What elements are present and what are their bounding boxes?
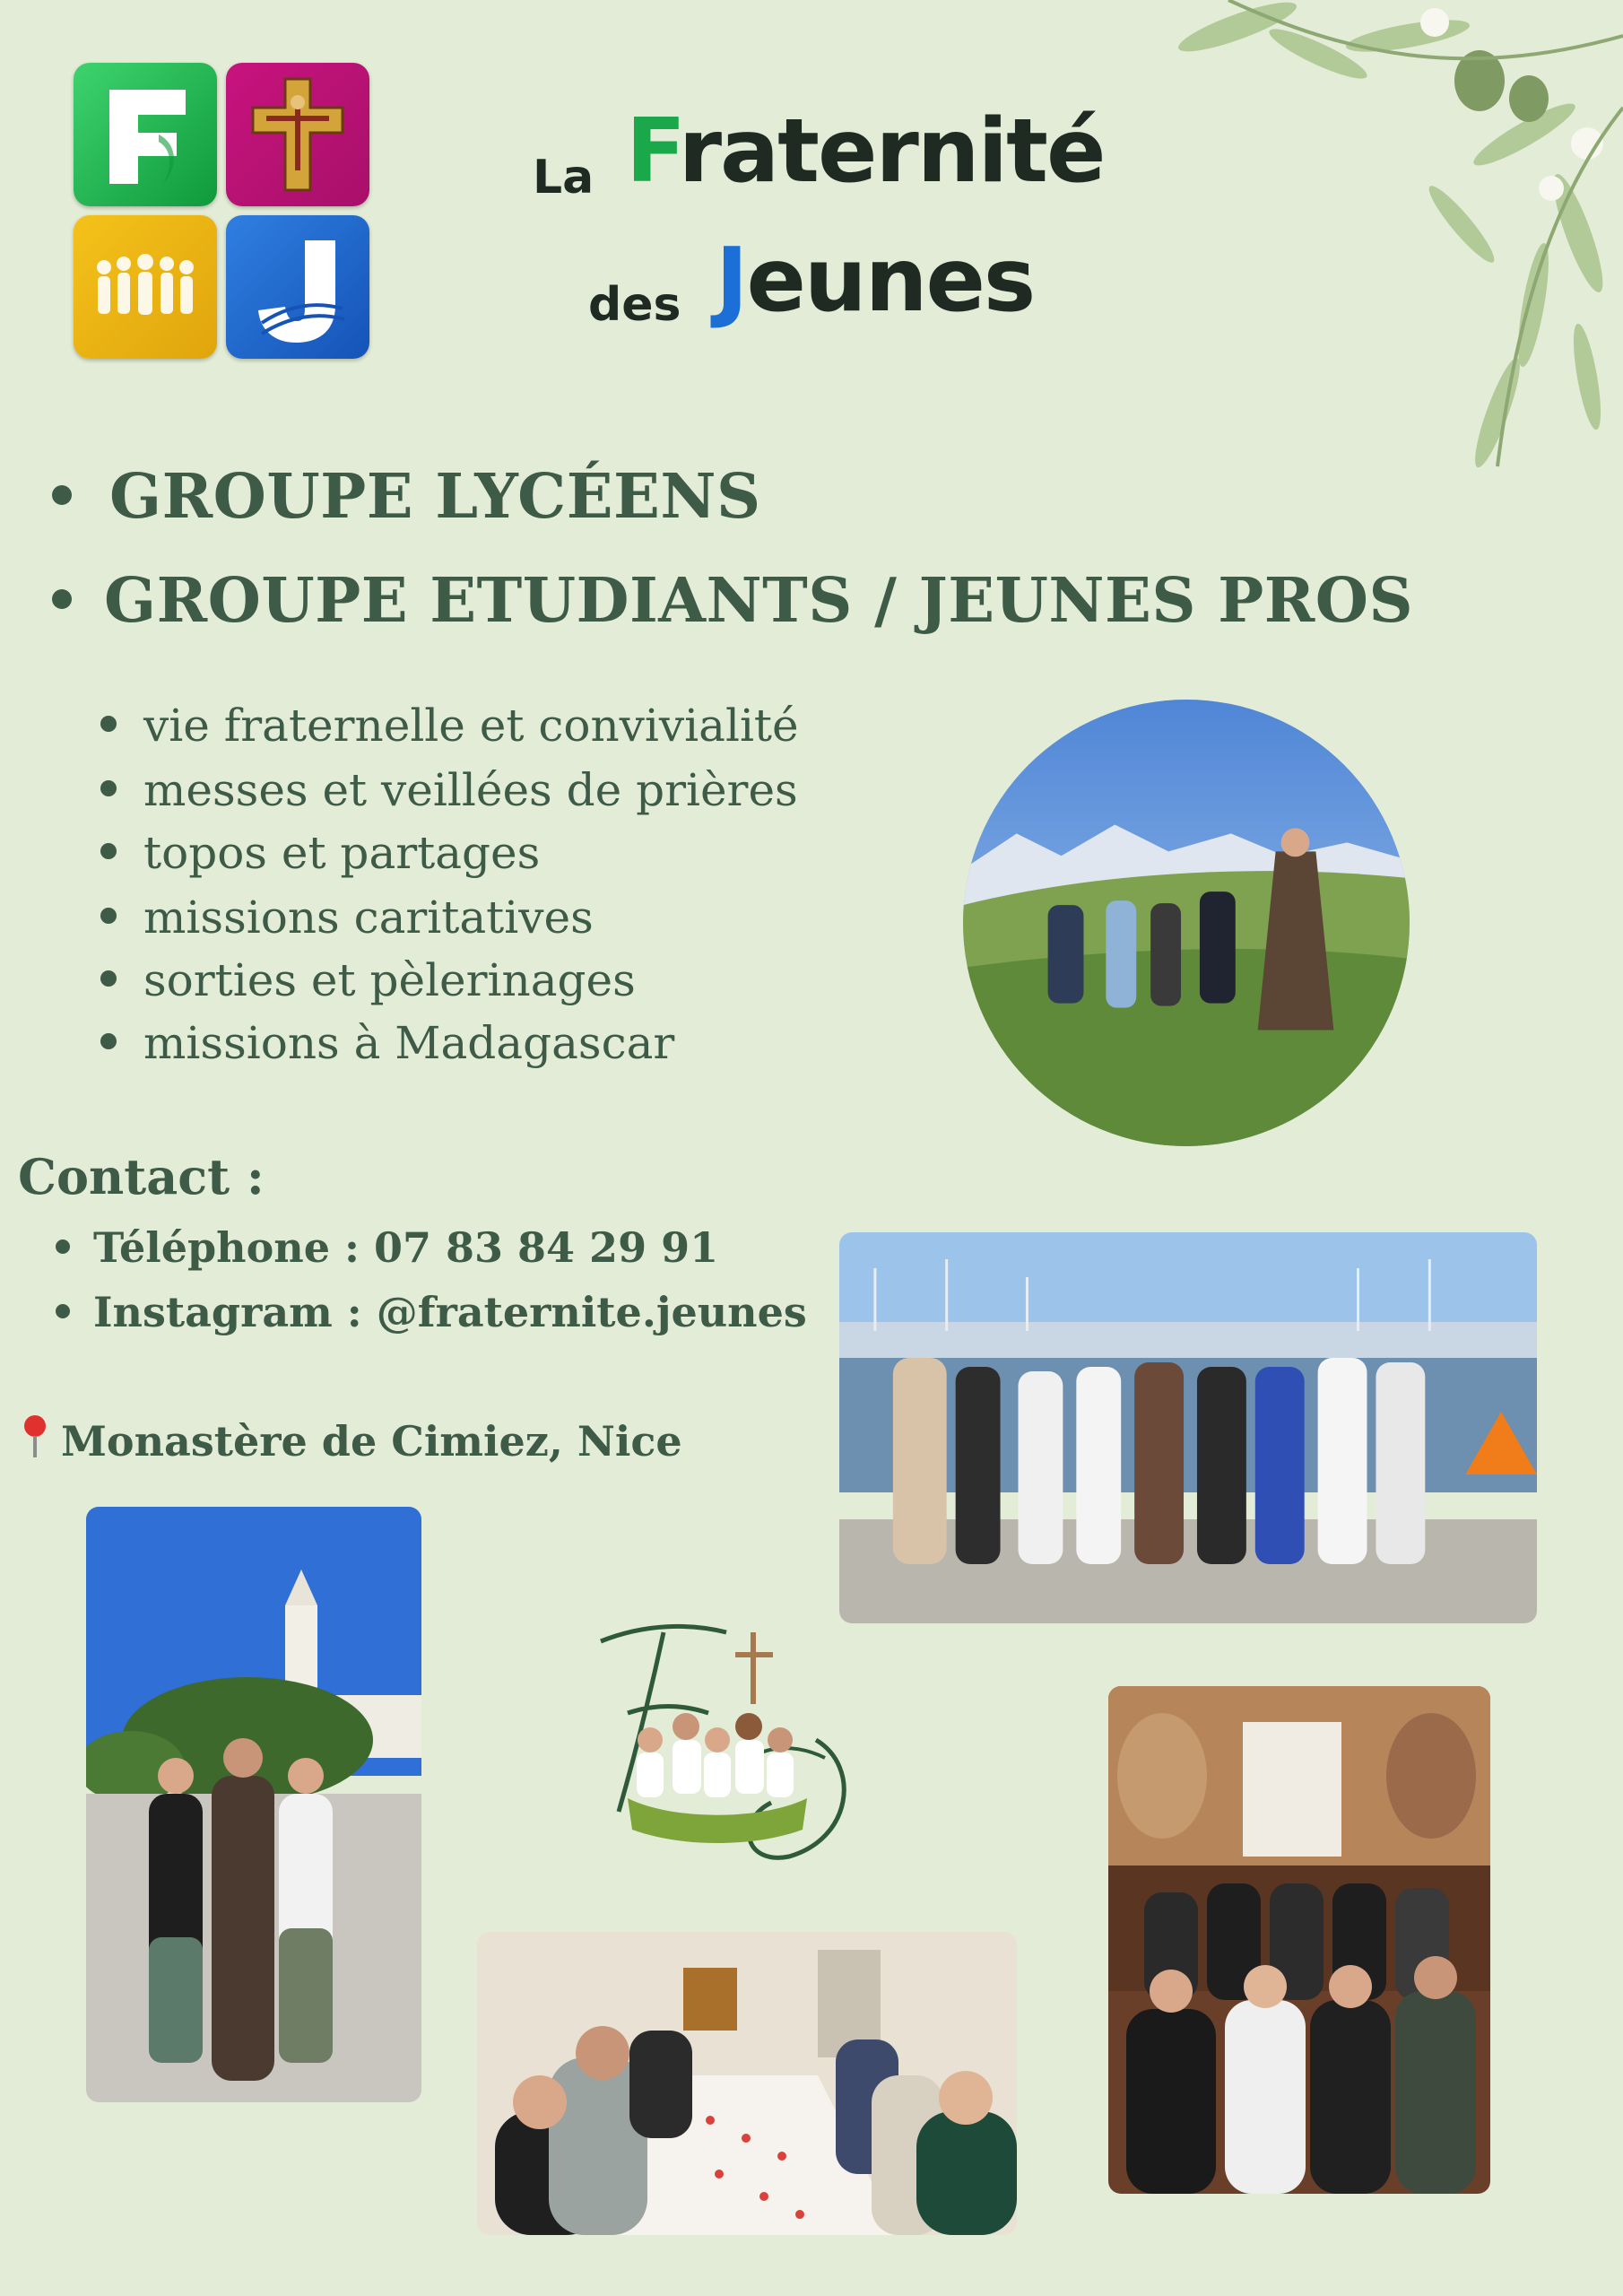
title-initial-j: J [716, 230, 747, 332]
logo-tile-j [226, 215, 369, 359]
bullet [100, 1033, 117, 1049]
photo-mountain-group [963, 700, 1410, 1146]
cross-icon [226, 63, 369, 206]
contact-location [22, 1417, 682, 1473]
bullet [56, 1239, 70, 1254]
list-item [100, 764, 798, 816]
list-item [100, 954, 636, 1006]
heading-lyceens-label: GROUPE LYCÉENS [109, 461, 761, 533]
heading-etudiants-label: GROUPE ETUDIANTS / JEUNES PROS [104, 565, 1414, 637]
activity-label: vie fraternelle et convivialité [143, 700, 799, 752]
emblem-icon [565, 1605, 897, 1874]
list-item [100, 891, 594, 944]
olive-branch-icon [1121, 0, 1623, 502]
list-item [100, 700, 799, 752]
photo-dinner-table [477, 1932, 1017, 2235]
bullet [100, 716, 117, 732]
activity-label: topos et partages [143, 827, 541, 879]
title-des: des [588, 278, 681, 332]
logo-tile-cross [226, 63, 369, 206]
contact-instagram-text[interactable]: Instagram : @fraternite.jeunes [93, 1288, 807, 1336]
letter-f-icon [74, 63, 217, 206]
list-item [100, 827, 540, 879]
photo-harbour-group [839, 1232, 1537, 1623]
bullet [52, 485, 72, 505]
map-pin-icon [22, 1414, 48, 1469]
people-icon [74, 215, 217, 359]
title-fraternite-rest: raternité [678, 100, 1105, 203]
title-initial-f: F [626, 100, 679, 203]
bullet [100, 970, 117, 987]
title-jeunes [716, 230, 1034, 332]
logo-tile-f [74, 63, 217, 206]
contact-phone [56, 1223, 718, 1272]
contact-instagram [56, 1288, 807, 1336]
heading-lyceens [52, 461, 761, 533]
contact-title: Contact : [18, 1148, 265, 1205]
bullet [100, 908, 117, 924]
contact-phone-text[interactable]: Téléphone : 07 83 84 29 91 [93, 1223, 719, 1272]
activity-label: missions à Madagascar [143, 1017, 675, 1069]
contact-location-text: Monastère de Cimiez, Nice [61, 1417, 682, 1465]
activity-label: sorties et pèlerinages [143, 954, 636, 1006]
letter-j-icon [226, 215, 369, 359]
activity-label: messes et veillées de prières [143, 764, 798, 816]
heading-etudiants [52, 565, 1413, 637]
bullet [100, 843, 117, 859]
logo-tile-people [74, 215, 217, 359]
title-jeunes-rest: eunes [746, 230, 1035, 332]
bullet [56, 1304, 70, 1318]
photo-sanctuary-trio [86, 1507, 421, 2102]
activity-label: missions caritatives [143, 891, 594, 944]
fj-emblem [565, 1605, 897, 1874]
list-item [100, 1017, 674, 1069]
bullet [52, 589, 72, 609]
title-fraternite [626, 100, 1104, 203]
photo-chapel-group [1108, 1686, 1490, 2194]
bullet [100, 780, 117, 796]
title-la: La [533, 151, 595, 204]
